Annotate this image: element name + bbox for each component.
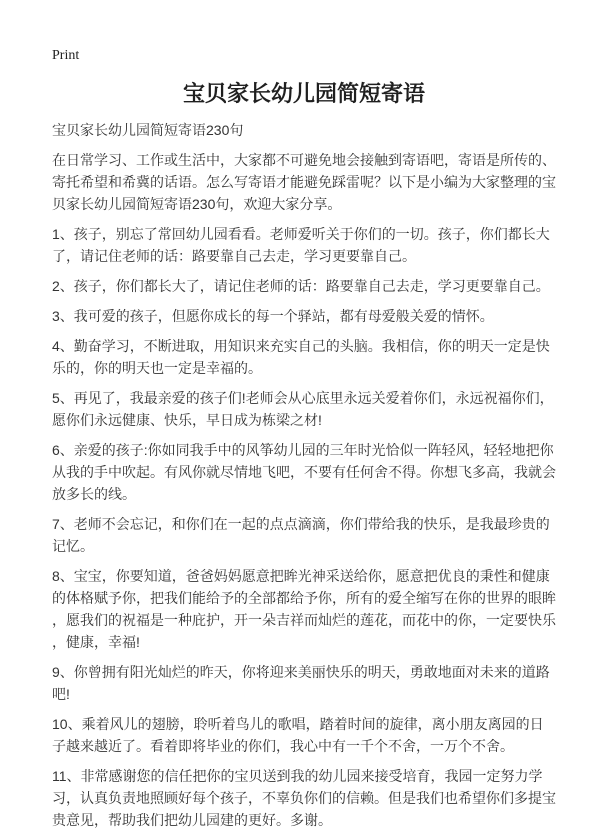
subtitle: 宝贝家长幼儿园简短寄语230句 xyxy=(52,122,244,138)
quote-paragraph-2: 2、孩子，你们都长大了，请记住老师的话：路要靠自己去走，学习更要靠自己。 xyxy=(52,278,550,294)
quote-paragraph-10: 10、乘着风儿的翅膀，聆听着鸟儿的歌唱，踏着时间的旋律，离小朋友离园的日子越来越近了。看着即将毕业的你们，我心中有一千个不舍，一万个不舍。 xyxy=(52,716,544,754)
print-button[interactable]: Print xyxy=(52,48,80,63)
quote-paragraph-4: 4、勤奋学习，不断进取，用知识来充实自己的头脑。我相信，你的明天一定是快乐的，你的明天也一定是幸福的。 xyxy=(52,338,550,376)
intro-paragraph: 在日常学习、工作或生活中，大家都不可避免地会接触到寄语吧，寄语是所传的、寄托希望和希冀的话语。怎么写寄语才能避免踩雷呢？以下是小编为大家整理的宝贝家长幼儿园简短寄语230句，欢迎大家分享。 xyxy=(52,152,556,212)
quote-paragraph-6: 6、亲爱的孩子:你如同我手中的风筝幼儿园的三年时光恰似一阵轻风，轻轻地把你从我的手中吹起。有风你就尽情地飞吧，不要有任何舍不得。你想飞多高，我就会放多长的线。 xyxy=(52,442,556,502)
quote-paragraph-11: 11、非常感谢您的信任把你的宝贝送到我的幼儿园来接受培育，我园一定努力学习，认真负责地照顾好每个孩子，不辜负你们的信赖。但是我们也希望你们多提宝贵意见，帮助我们把幼儿园建的更好。多谢。 xyxy=(52,768,556,828)
quote-paragraph-9: 9、你曾拥有阳光灿烂的昨天，你将迎来美丽快乐的明天，勇敢地面对未来的道路吧! xyxy=(52,664,550,702)
quote-paragraph-8: 8、宝宝，你要知道，爸爸妈妈愿意把眸光神采送给你，愿意把优良的秉性和健康的体格赋予你，把我们能给予的全部都给予你，所有的爱全缩写在你的世界的眼眸，愿我们的祝福是一种庇护，开一朵吉祥而灿烂的莲花，而花中的你，一定要快乐，健康，幸福! xyxy=(52,568,556,650)
quote-paragraph-1: 1、孩子，别忘了常回幼儿园看看。老师爱听关于你们的一切。孩子，你们都长大了，请记住老师的话：路要靠自己去走，学习更要靠自己。 xyxy=(52,226,550,264)
quote-paragraph-3: 3、我可爱的孩子，但愿你成长的每一个驿站，都有母爱般关爱的情怀。 xyxy=(52,308,494,324)
page-title: 宝贝家长幼儿园简短寄语 xyxy=(182,81,425,106)
quote-paragraph-7: 7、老师不会忘记，和你们在一起的点点滴滴，你们带给我的快乐，是我最珍贵的记忆。 xyxy=(52,516,550,554)
quote-paragraph-5: 5、再见了，我最亲爱的孩子们!老师会从心底里永远关爱着你们，永远祝福你们，愿你们永远健康、快乐，早日成为栋梁之材! xyxy=(52,390,554,428)
